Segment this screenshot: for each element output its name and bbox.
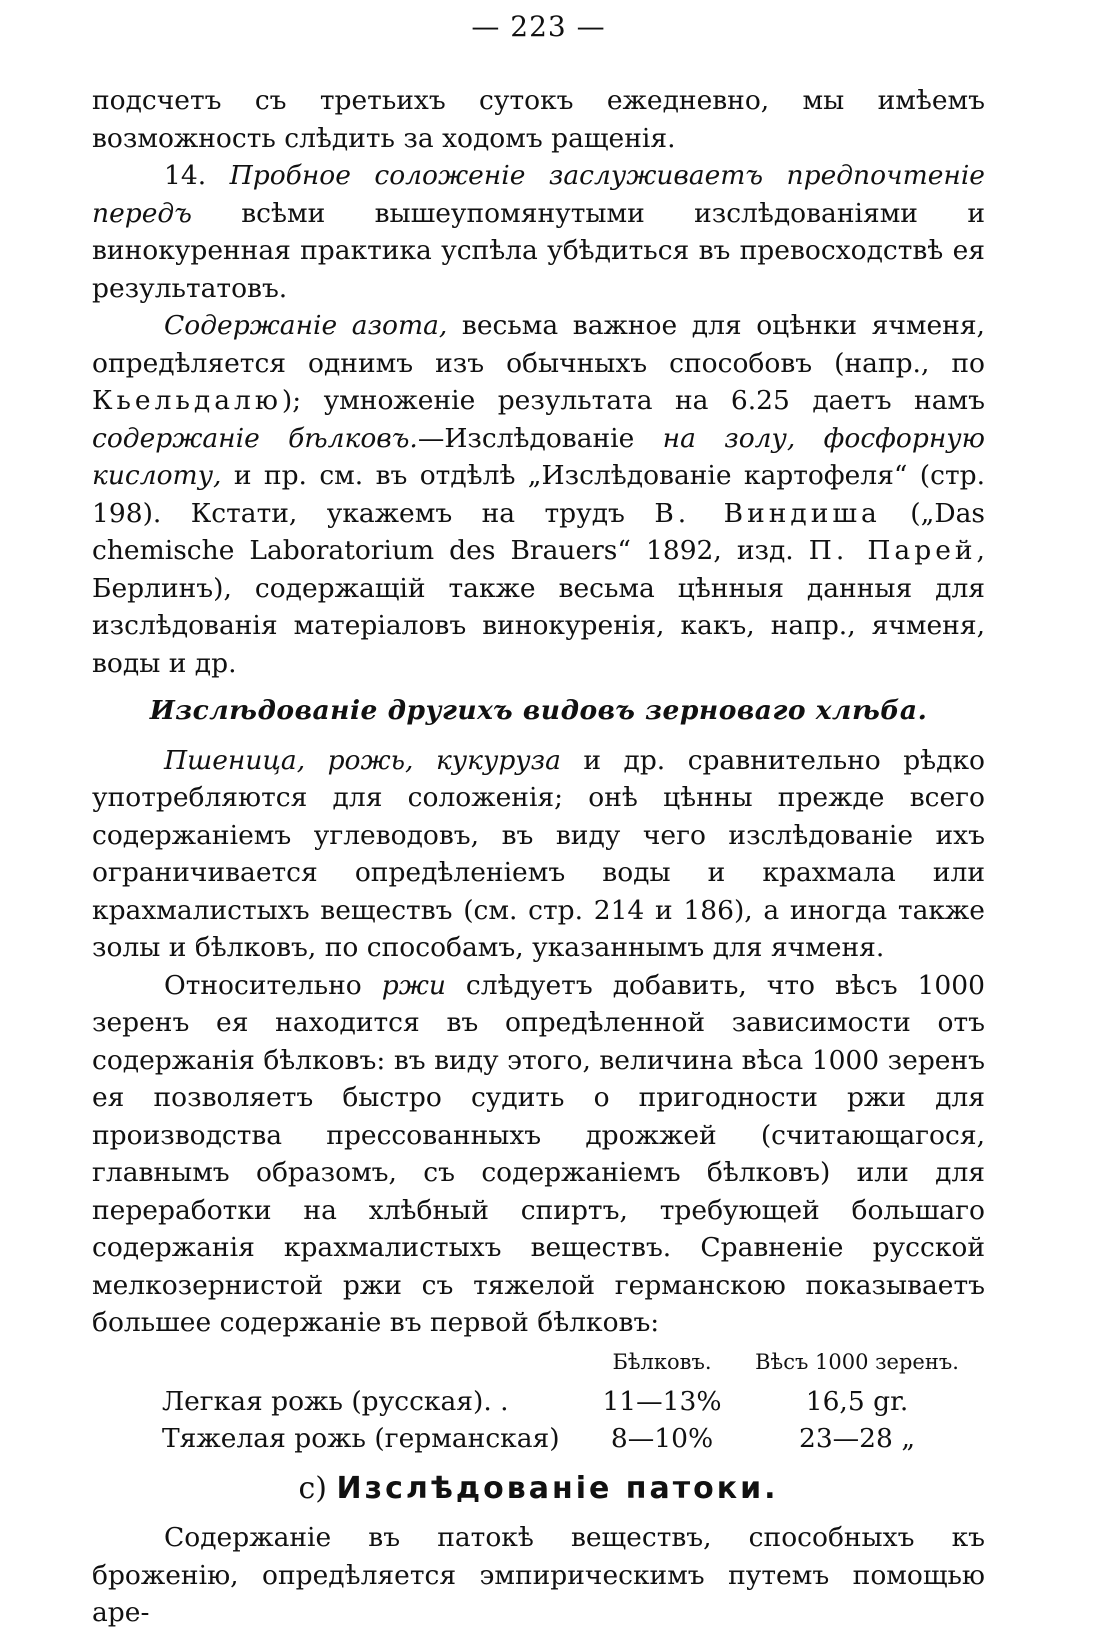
table-cell: 16,5 gr. xyxy=(805,1386,909,1417)
ash-phosphoric-emphasis: на золу, фосфорную кислоту, xyxy=(92,422,985,491)
paragraph-molasses xyxy=(92,1519,985,1632)
windisch-name: В. Виндиша xyxy=(654,497,881,529)
nitrogen-text-3: —Изслѣдованіе xyxy=(417,422,635,454)
page-number: — 223 — xyxy=(471,10,606,43)
rye-comparison-table xyxy=(162,1344,972,1458)
trial-malting-emphasis: Пробное соложеніе заслуживаетъ предпочтеніе передъ xyxy=(92,160,985,229)
nitrogen-text-4: и пр. см. въ отдѣлѣ „Изслѣдованіе картофеля“ (стр. 198). Кстати, укажемъ на трудъ xyxy=(92,460,985,529)
rye-text-2: слѣдуетъ добавить, что вѣсъ 1000 зеренъ ея находится въ опредѣленной зависимости отъ содержанія бѣлковъ: въ виду этого, величина вѣса 1000 зеренъ ея позволяетъ быстро судить о пригодности ржи для производства прессованныхъ дрожжей (считающагося, главнымъ образомъ, съ содержаніемъ бѣлковъ) или для переработки на хлѣбный спиртъ, требующей большаго содержанія крахмалистыхъ веществъ. Сравненіе русской мелкозернистой ржи съ тяжелой германскою показываетъ большее содержаніе въ первой бѣлковъ: xyxy=(92,969,985,1338)
table-header-cell xyxy=(162,1344,582,1384)
table-header-row xyxy=(162,1344,972,1384)
nitrogen-text-1: весьма важное для оцѣнки ячменя, опредѣляется однимъ изъ обычныхъ способовъ (напр., по xyxy=(92,310,985,379)
table-cell: 8—10% xyxy=(610,1423,714,1454)
nitrogen-text-5: („Das chemische Laboratorium des Brauers“ 1892, изд. xyxy=(92,497,985,566)
nitrogen-text-6: , Берлинъ), содержащій также весьма цѣнныя данныя для изслѣдованія матеріаловъ винокуренія, какъ, напр., ячменя, воды и др. xyxy=(92,535,985,679)
chapter-prefix: c) xyxy=(298,1471,327,1506)
kjeldahl-name: Кьельдалю xyxy=(92,385,282,416)
paragraph-trial-malting xyxy=(92,157,985,307)
grains-emphasis: Пшеница, рожь, кукуруза xyxy=(164,744,561,776)
parey-name: П. Парей xyxy=(808,535,977,566)
molasses-text: Содержаніе въ патокѣ веществъ, способныхъ къ броженію, опредѣляется эмпирическимъ путемъ помощью аре- xyxy=(92,1522,985,1628)
paragraph-rye xyxy=(92,967,985,1342)
paragraph-nitrogen xyxy=(92,307,985,682)
table-cell: 11—13% xyxy=(602,1386,722,1417)
table-cell: 23—28 „ xyxy=(798,1423,916,1454)
rye-emphasis: ржи xyxy=(381,969,446,1001)
paragraph-wheat-rye xyxy=(92,742,985,967)
item-number: 14. xyxy=(164,160,207,191)
table-cell: Тяжелая рожь (германская) xyxy=(162,1423,560,1454)
chapter-title: Изслѣдованіе патоки. xyxy=(336,1471,779,1506)
table-header-cell: Бѣлковъ. xyxy=(612,1349,712,1374)
protein-content-emphasis: содержаніе бѣлковъ. xyxy=(92,422,418,454)
body-text xyxy=(92,82,985,1632)
table-header-cell: Вѣсъ 1000 зеренъ. xyxy=(755,1349,959,1374)
nitrogen-emphasis: Содержаніе азота, xyxy=(164,310,448,341)
table-row xyxy=(162,1420,972,1457)
grains-text: и др. сравнительно рѣдко употребляются для соложенія; онѣ цѣнны прежде всего содержаніемъ углеводовъ, въ виду чего изслѣдованіе ихъ ограничивается опредѣленіемъ воды и крахмала или крахмалистыхъ веществъ (см. стр. 214 и 186), а иногда также золы и бѣлковъ, по способамъ, указаннымъ для ячменя. xyxy=(92,744,985,963)
section-heading-other-grains: Изслѣдованіе другихъ видовъ зерноваго хлѣба. xyxy=(149,695,928,726)
nitrogen-text-2: ); умноженіе результата на 6.25 даетъ намъ xyxy=(281,385,985,416)
table-row xyxy=(162,1383,972,1420)
trial-malting-text: всѣми вышеупомянутыми изслѣдованіями и винокуренная практика успѣла убѣдиться въ превосходствѣ ея результатовъ. xyxy=(92,197,985,304)
table-cell: Легкая рожь (русская). . xyxy=(162,1386,509,1417)
rye-text-1: Относительно xyxy=(164,969,362,1001)
paragraph-counting-text: подсчетъ съ третьихъ сутокъ ежедневно, мы имѣемъ возможность слѣдить за ходомъ ращенія. xyxy=(92,85,985,154)
paragraph-counting xyxy=(92,82,985,157)
chapter-heading-molasses xyxy=(92,1469,985,1509)
